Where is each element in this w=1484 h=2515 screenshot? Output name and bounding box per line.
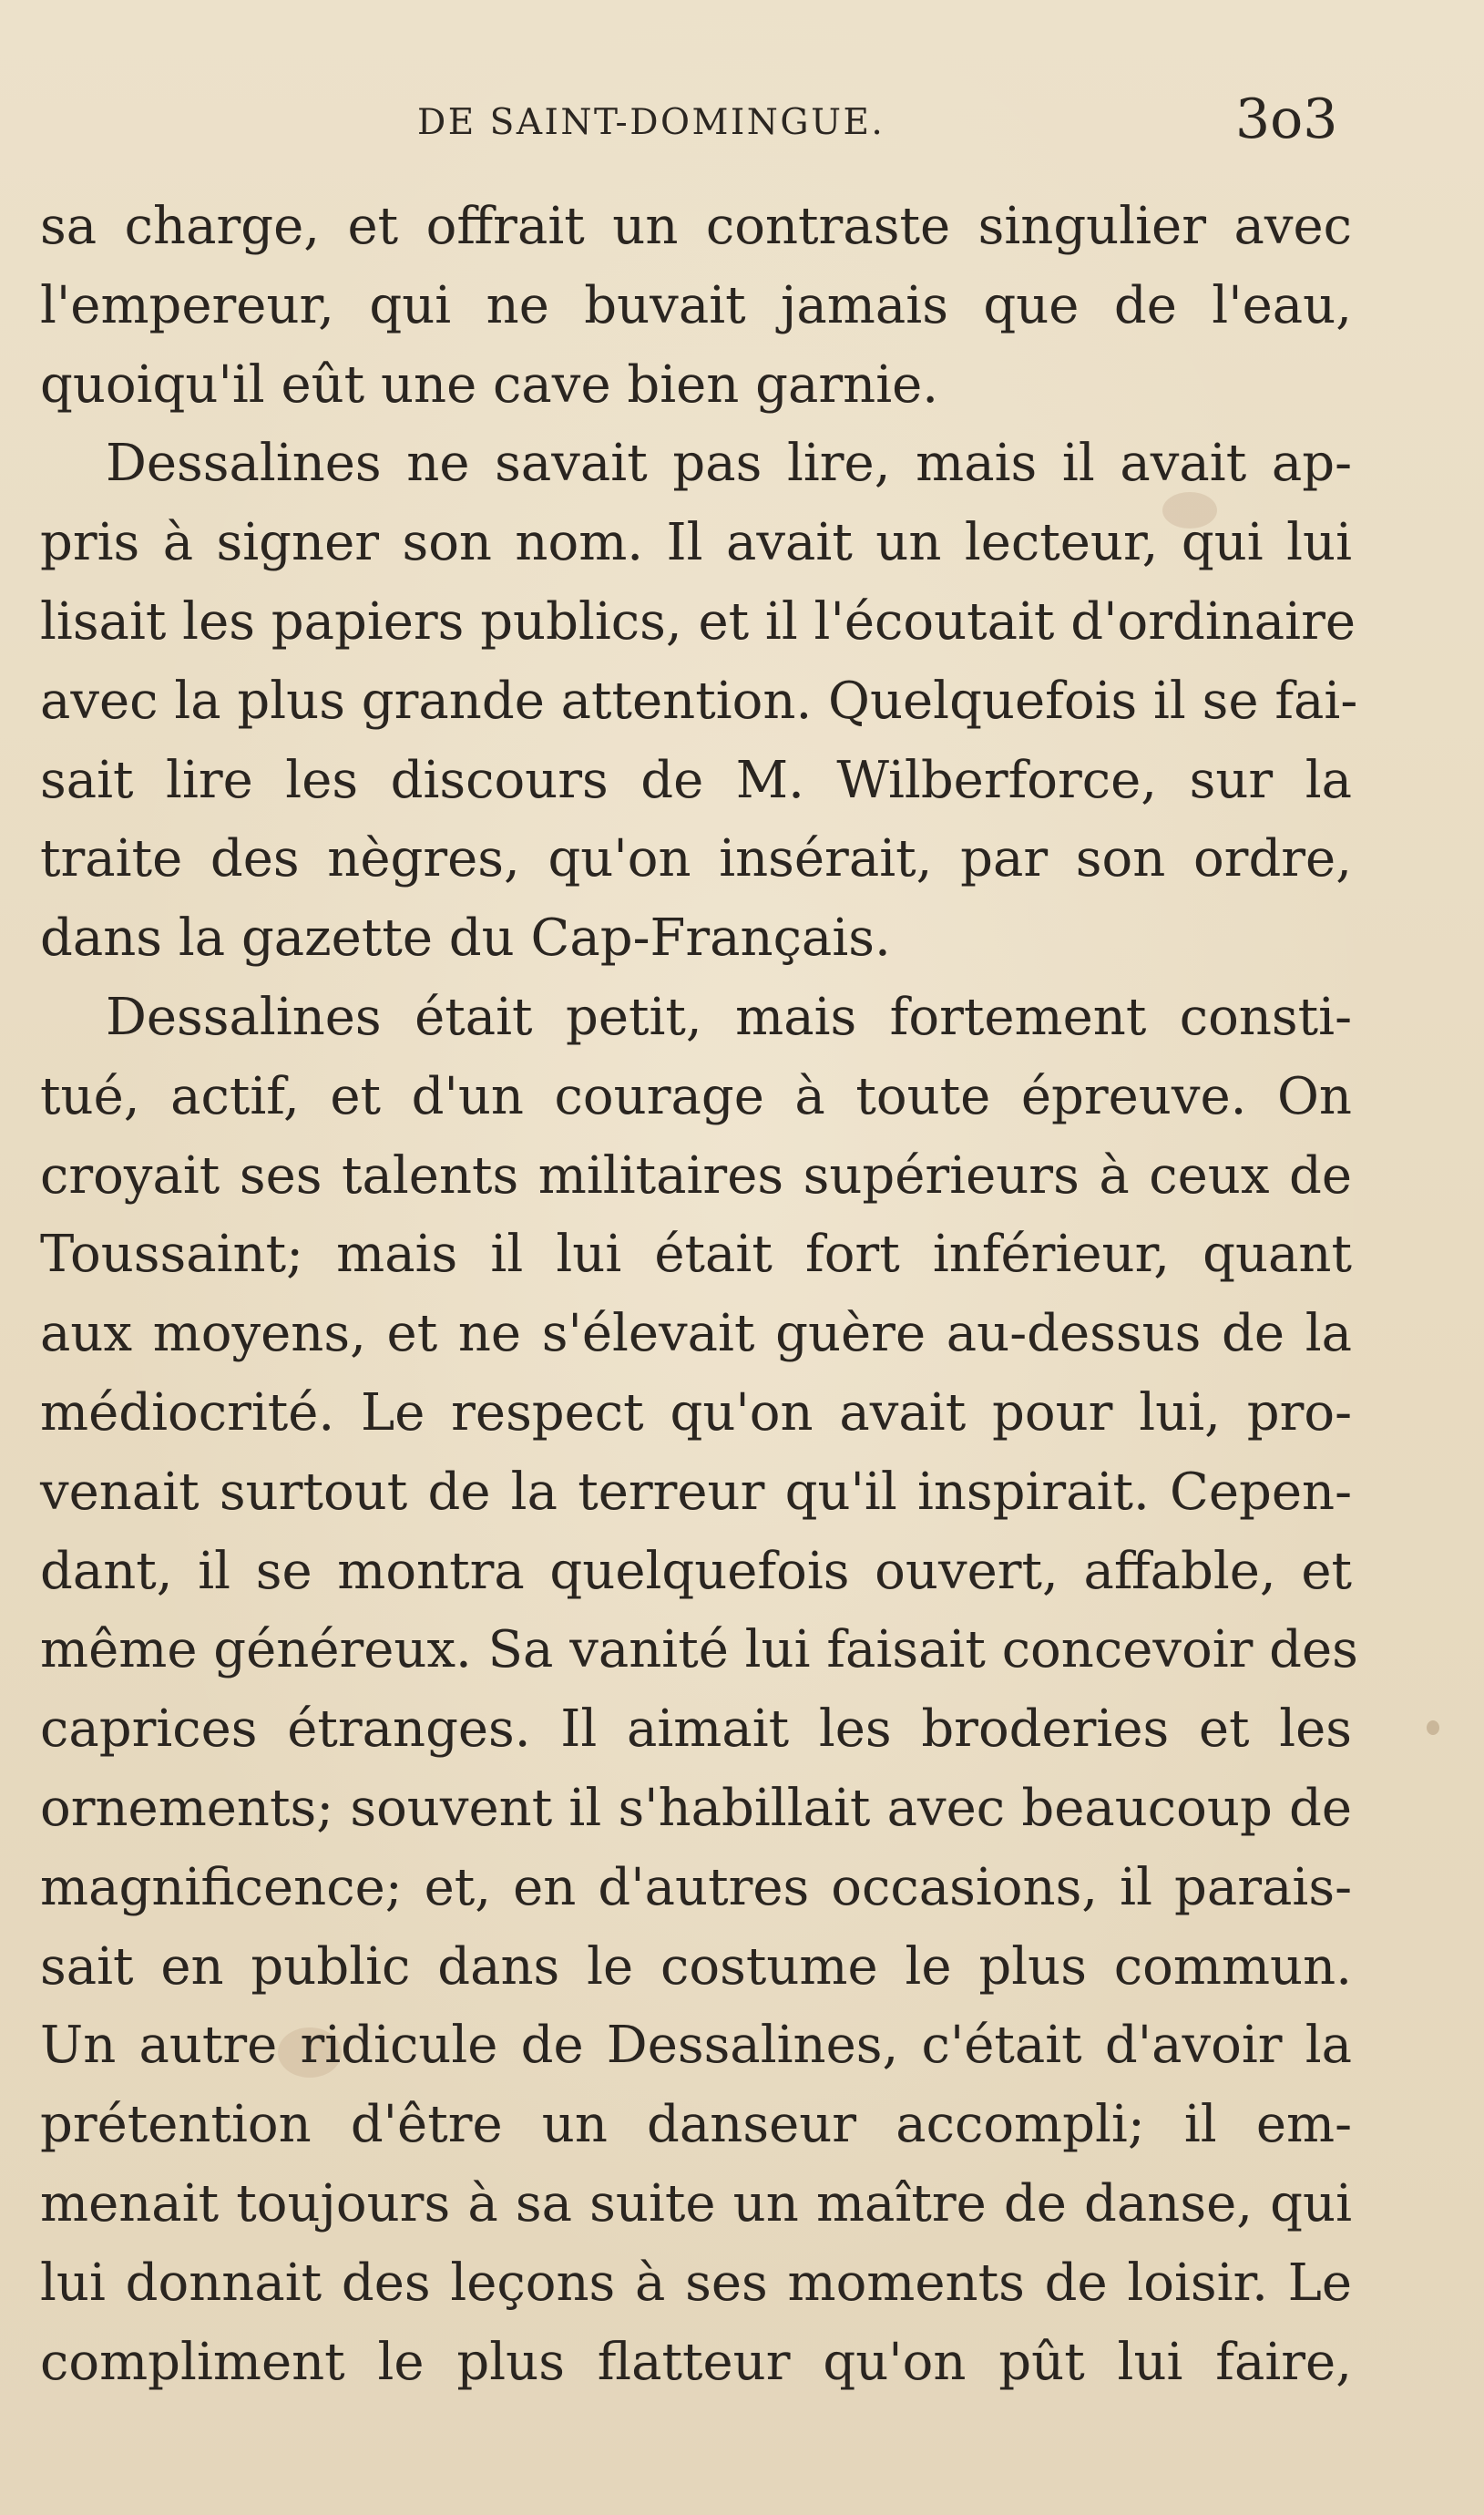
text-line: lui donnait des leçons à ses moments de loisir. Le <box>40 2253 1352 2313</box>
text-line: dant, il se montra quelquefois ouvert, affable, et <box>40 1541 1352 1601</box>
text-line: avec la plus grande attention. Quelquefois il se fai- <box>40 671 1358 731</box>
text-line: Un autre ridicule de Dessalines, c'était d'avoir la <box>40 2016 1352 2076</box>
text-line: caprices étranges. Il aimait les broderies et les <box>40 1699 1352 1760</box>
text-line: Toussaint; mais il lui était fort inférieur, quant <box>40 1225 1352 1285</box>
text-line: tué, actif, et d'un courage à toute épreuve. On <box>40 1066 1352 1126</box>
text-line: sa charge, et offrait un contraste singulier avec <box>40 197 1352 256</box>
text-line: l'empereur, qui ne buvait jamais que de l'eau, <box>40 275 1352 335</box>
text-line: prétention d'être un danseur accompli; il em- <box>40 2095 1352 2155</box>
text-line: quoiqu'il eût une cave bien garnie. <box>40 354 939 415</box>
text-line: aux moyens, et ne s'élevait guère au-dessus de la <box>40 1304 1352 1364</box>
text-line: Dessalines était petit, mais fortement consti- <box>106 987 1352 1047</box>
running-head: DE SAINT-DOMINGUE. <box>417 102 885 143</box>
text-line: menait toujours à sa suite un maître de danse, qui <box>40 2173 1352 2233</box>
text-line: sait en public dans le costume le plus commun. <box>40 1936 1352 1997</box>
text-line: même généreux. Sa vanité lui faisait concevoir des <box>40 1620 1358 1680</box>
text-line: médiocrité. Le respect qu'on avait pour lui, pro- <box>40 1382 1352 1442</box>
ink-spot <box>1427 1720 1439 1735</box>
text-line: compliment le plus flatteur qu'on pût lui faire, <box>40 2332 1352 2392</box>
text-line: sait lire les discours de M. Wilberforce, sur la <box>40 750 1352 810</box>
text-line: traite des nègres, qu'on insérait, par son ordre, <box>40 829 1352 889</box>
text-line: croyait ses talents militaires supérieurs à ceux de <box>40 1145 1352 1206</box>
text-line: venait surtout de la terreur qu'il inspirait. Cepen- <box>40 1462 1352 1522</box>
text-line: ornements; souvent il s'habillait avec beaucoup de <box>40 1778 1352 1838</box>
body-text <box>40 188 1358 2402</box>
text-line: dans la gazette du Cap-Français. <box>40 908 891 969</box>
text-line: magnificence; et, en d'autres occasions, il parais- <box>40 1857 1352 1917</box>
page-number: 3o3 <box>1235 87 1338 151</box>
text-line: Dessalines ne savait pas lire, mais il avait ap- <box>106 434 1352 494</box>
text-line: pris à signer son nom. Il avait un lecteur, qui lui <box>40 513 1352 573</box>
text-line: lisait les papiers publics, et il l'écoutait d'ordinaire <box>40 591 1356 652</box>
